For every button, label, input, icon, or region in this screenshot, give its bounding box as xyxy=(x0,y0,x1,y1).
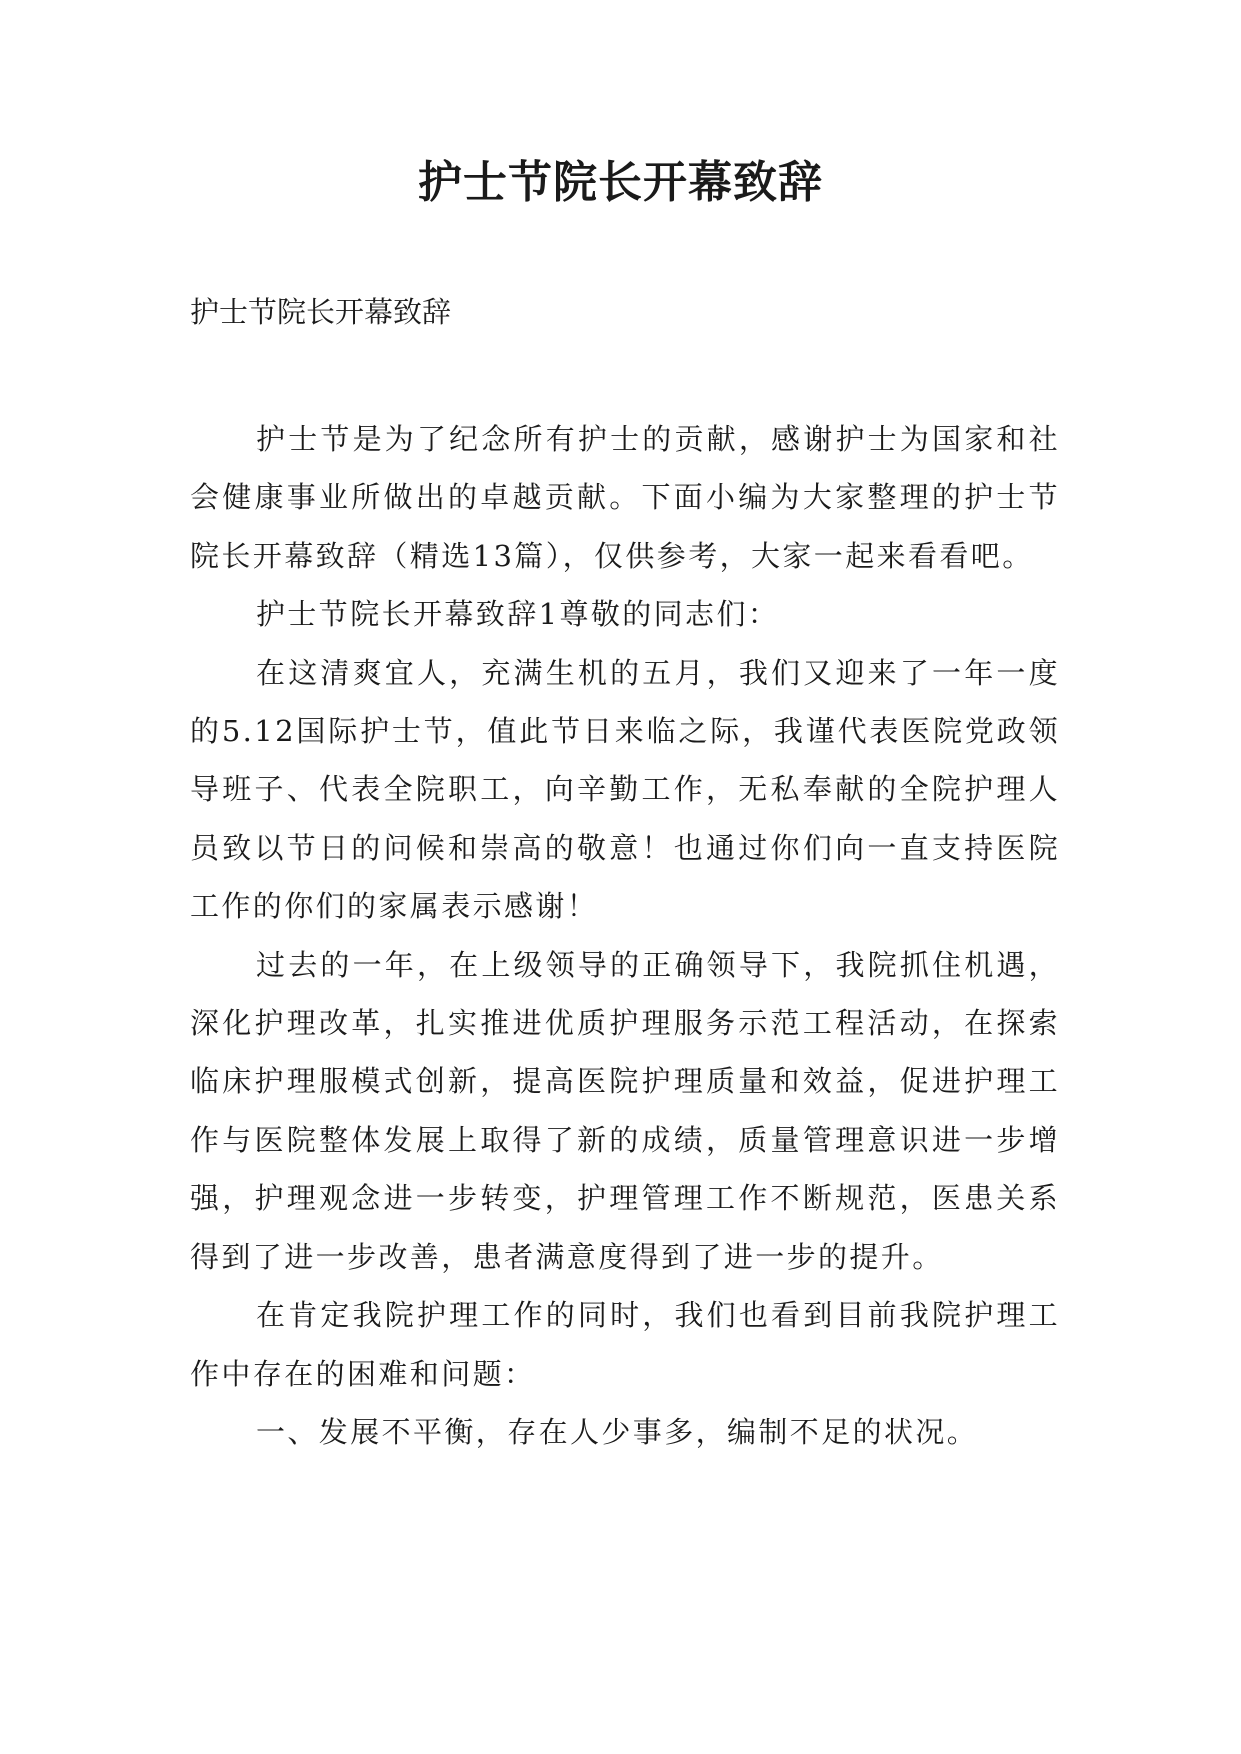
paragraph-greeting: 在这清爽宜人，充满生机的五月，我们又迎来了一年一度的5.12国际护士节，值此节日来临之际，我谨代表医院党政领导班子、代表全院职工，向辛勤工作，无私奉献的全院护理人员致以节日的问候和崇高的敬意！也通过你们向一直支持医院工作的你们的家属表示感谢！ xyxy=(190,655,1060,924)
paragraph-problem-one: 一、发展不平衡，存在人少事多，编制不足的状况。 xyxy=(256,1414,979,1449)
paragraph-intro: 护士节是为了纪念所有护士的贡献，感谢护士为国家和社会健康事业所做出的卓越贡献。下面小编为大家整理的护士节院长开幕致辞（精选13篇），仅供参考，大家一起来看看吧。 xyxy=(190,422,1060,573)
document-title: 护士节院长开幕致辞 xyxy=(418,157,823,208)
document-subtitle: 护士节院长开幕致辞 xyxy=(190,295,452,329)
paragraph-problems-intro: 在肯定我院护理工作的同时，我们也看到目前我院护理工作中存在的困难和问题： xyxy=(190,1298,1060,1391)
paragraph-achievements: 过去的一年，在上级领导的正确领导下，我院抓住机遇，深化护理改革，扎实推进优质护理服务示范工程活动，在探索临床护理服模式创新，提高医院护理质量和效益，促进护理工作与医院整体发展上取得了新的成绩，质量管理意识进一步增强，护理观念进一步转变，护理管理工作不断规范，医患关系得到了进一步改善，患者满意度得到了进一步的提升。 xyxy=(190,947,1060,1274)
paragraph-salutation: 护士节院长开幕致辞1尊敬的同志们： xyxy=(256,597,780,632)
document-body xyxy=(190,410,1060,1461)
